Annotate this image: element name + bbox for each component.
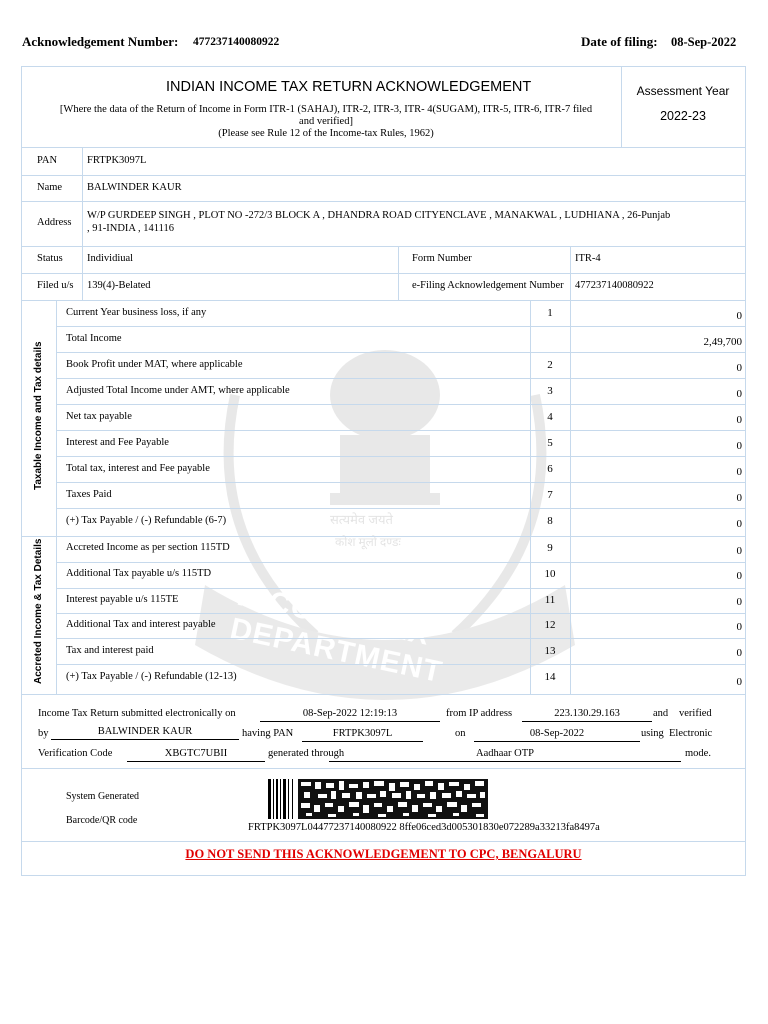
filing-date-value: 08-Sep-2022 xyxy=(671,35,737,49)
verification-text: mode. xyxy=(685,748,711,759)
row-number: 4 xyxy=(547,411,553,423)
row-number: 11 xyxy=(544,594,556,606)
watermark-motto: सत्यमेव जयते xyxy=(330,512,393,527)
row-number: 14 xyxy=(544,671,556,683)
row-label: Interest payable u/s 115TE xyxy=(66,594,179,605)
verification-text: Electronic xyxy=(669,728,713,739)
page-title: INDIAN INCOME TAX RETURN ACKNOWLEDGEMENT xyxy=(166,79,532,95)
row-number: 12 xyxy=(544,619,556,631)
verification-text: verified xyxy=(679,708,712,719)
watermark-motto-2: कोश मूलो दण्डः xyxy=(335,535,401,549)
form-number-label: Form Number xyxy=(412,253,472,264)
form-number-value: ITR-4 xyxy=(575,253,601,264)
row-number: 10 xyxy=(544,568,556,580)
row-label: Book Profit under MAT, where applicable xyxy=(66,359,243,370)
row-value: 0 xyxy=(736,676,742,688)
section-accreted-income-title: Accreted Income & Tax Details xyxy=(33,538,44,684)
assessment-year-label: Assessment Year xyxy=(636,84,730,98)
row-value: 0 xyxy=(736,647,742,659)
verified-pan: FRTPK3097L xyxy=(302,728,423,742)
filed-us-value: 139(4)-Belated xyxy=(87,280,151,291)
section-taxable-income-title: Taxable Income and Tax details xyxy=(33,341,44,490)
row-label: Adjusted Total Income under AMT, where applicable xyxy=(66,385,290,396)
verification-text: using xyxy=(641,728,664,739)
barcode-qr-code xyxy=(268,779,496,819)
address-line2: , 91-INDIA , 141116 xyxy=(87,223,175,234)
row-label: Accreted Income as per section 115TD xyxy=(66,542,230,553)
verification-text: and xyxy=(653,708,669,719)
efiling-ack-label: e-Filing Acknowledgement Number xyxy=(412,280,564,291)
header-note-line2: and verified] xyxy=(299,116,353,127)
verification-text: generated through xyxy=(268,748,345,759)
verification-text: having PAN xyxy=(242,728,294,739)
row-number: 7 xyxy=(547,489,553,501)
verification-text: from IP address xyxy=(446,708,513,719)
row-number: 2 xyxy=(547,359,553,371)
row-number: 13 xyxy=(544,645,556,657)
filing-date-label: Date of filing: xyxy=(581,34,658,49)
barcode-text: FRTPK3097L04477237140080922 8ffe06ced3d005301830e072289a33213fa8497a xyxy=(248,822,600,833)
row-value: 0 xyxy=(736,440,742,452)
row-number: 3 xyxy=(547,385,553,397)
status-label: Status xyxy=(37,253,63,264)
row-number: 5 xyxy=(547,437,553,449)
name-value: BALWINDER KAUR xyxy=(87,182,182,193)
name-label: Name xyxy=(37,182,63,193)
row-label: Additional Tax and interest payable xyxy=(66,619,216,630)
row-number: 8 xyxy=(547,515,553,527)
row-label: Current Year business loss, if any xyxy=(66,307,207,318)
row-value: 0 xyxy=(736,310,742,322)
ack-number-label: Acknowledgement Number: xyxy=(22,34,179,49)
row-value: 0 xyxy=(736,518,742,530)
verification-text: by xyxy=(38,728,49,739)
verification-code: XBGTC7UBII xyxy=(127,748,265,762)
row-label: Tax and interest paid xyxy=(66,645,154,656)
status-value: Individiual xyxy=(87,253,134,264)
verified-date: 08-Sep-2022 xyxy=(474,728,640,742)
row-label: Additional Tax payable u/s 115TD xyxy=(66,568,212,579)
row-label: Net tax payable xyxy=(66,411,132,422)
barcode-label-2: Barcode/QR code xyxy=(66,815,138,826)
address-label: Address xyxy=(37,217,72,228)
verified-by-name: BALWINDER KAUR xyxy=(51,726,239,740)
efiling-ack-value: 477237140080922 xyxy=(575,280,654,291)
submission-datetime: 08-Sep-2022 12:19:13 xyxy=(260,708,440,722)
header-note-line3: (Please see Rule 12 of the Income-tax Rules, 1962) xyxy=(218,128,434,139)
pan-label: PAN xyxy=(37,155,58,166)
ack-number-value: 477237140080922 xyxy=(193,36,280,48)
row-label: Total tax, interest and Fee payable xyxy=(66,463,210,474)
row-value: 0 xyxy=(736,596,742,608)
row-label: Interest and Fee Payable xyxy=(66,437,169,448)
row-number: 6 xyxy=(547,463,553,475)
row-label: (+) Tax Payable / (-) Refundable (6-7) xyxy=(66,515,227,526)
do-not-send-warning: DO NOT SEND THIS ACKNOWLEDGEMENT TO CPC, BENGALURU xyxy=(185,847,582,861)
row-value: 0 xyxy=(736,621,742,633)
row-value: 0 xyxy=(736,545,742,557)
verification-mode: Aadhaar OTP xyxy=(329,748,681,762)
barcode-label-1: System Generated xyxy=(66,791,140,802)
assessment-year-value: 2022-23 xyxy=(660,109,706,123)
row-value: 0 xyxy=(736,362,742,374)
address-line1: W/P GURDEEP SINGH , PLOT NO -272/3 BLOCK A , DHANDRA ROAD CITYENCLAVE , MANAKWAL , LUDHIANA , 26-Punjab xyxy=(87,210,671,221)
row-value: 0 xyxy=(736,414,742,426)
pan-value: FRTPK3097L xyxy=(87,155,147,166)
verification-text: on xyxy=(455,728,466,739)
header-note-line1: [Where the data of the Return of Income in Form ITR-1 (SAHAJ), ITR-2, ITR-3, ITR- 4(SUGAM), ITR-5, ITR-6, ITR-7 filed xyxy=(59,104,593,115)
ip-address: 223.130.29.163 xyxy=(522,708,652,722)
row-value: 0 xyxy=(736,388,742,400)
row-number: 1 xyxy=(547,307,553,319)
row-value: 0 xyxy=(736,466,742,478)
filed-us-label: Filed u/s xyxy=(37,280,74,291)
verification-text: Income Tax Return submitted electronically on xyxy=(38,708,236,719)
row-label: (+) Tax Payable / (-) Refundable (12-13) xyxy=(66,671,237,682)
row-value: 2,49,700 xyxy=(703,336,742,348)
row-label: Total Income xyxy=(66,333,122,344)
watermark-department-text: INCOME TAX DEPARTMENT xyxy=(227,578,446,690)
row-label: Taxes Paid xyxy=(66,489,112,500)
row-value: 0 xyxy=(736,570,742,582)
row-number: 9 xyxy=(547,542,553,554)
row-value: 0 xyxy=(736,492,742,504)
verification-text: Verification Code xyxy=(38,748,113,759)
